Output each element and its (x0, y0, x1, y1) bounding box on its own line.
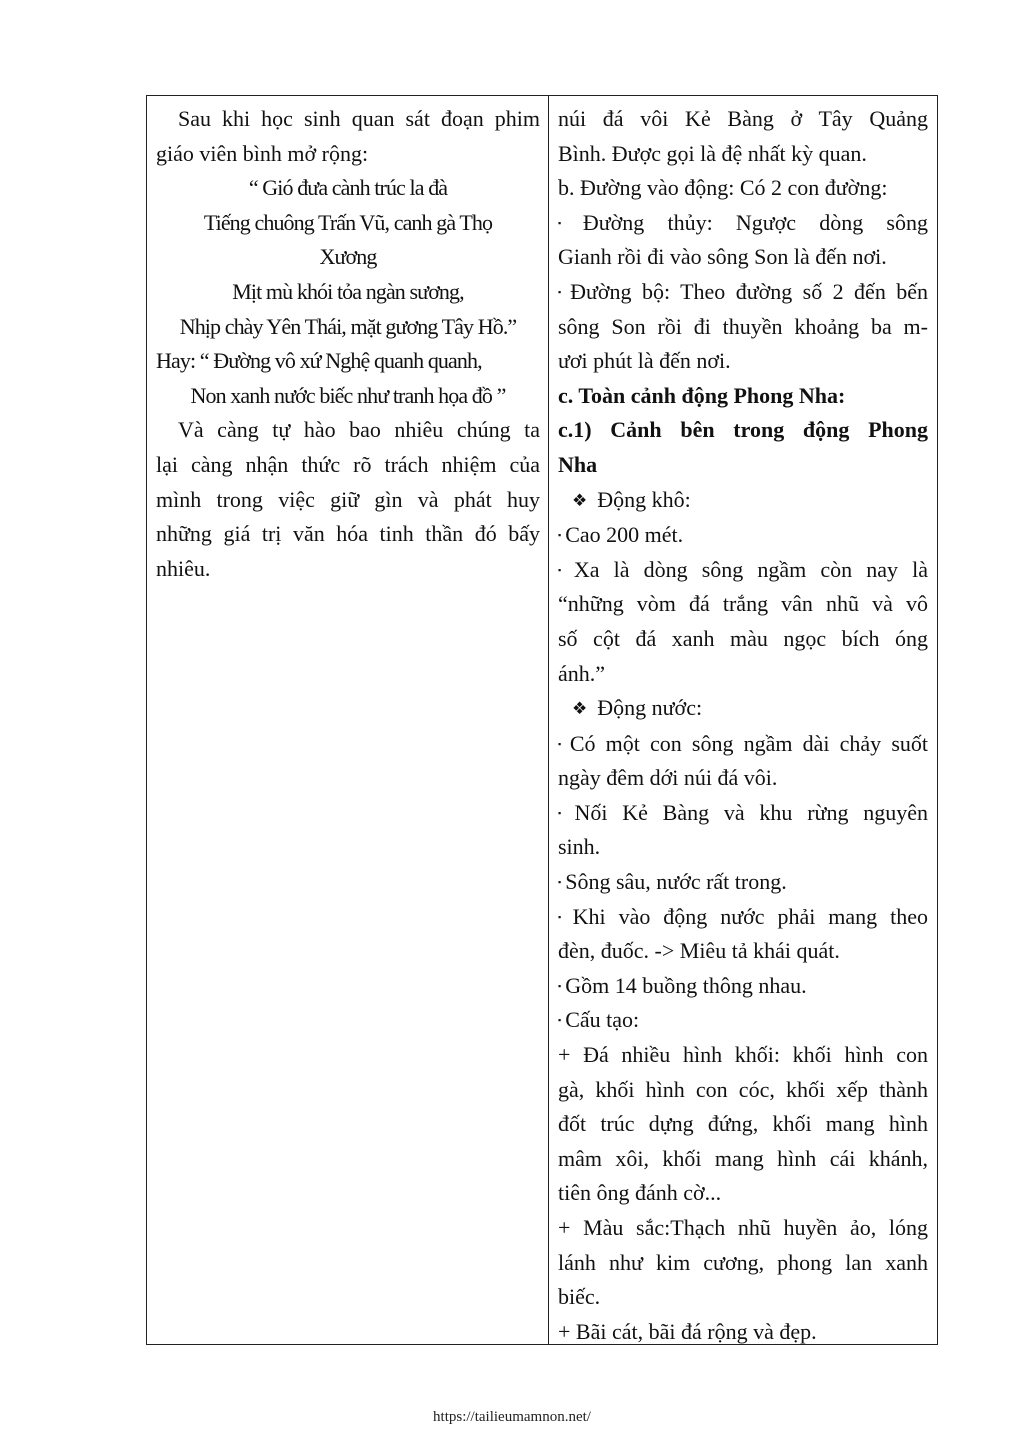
content-table (146, 95, 938, 1345)
text-line: “những vòm đá trắng vân nhũ và vô (558, 591, 928, 617)
text-line: đèn, đuốc. -> Miêu tả khái quát. (558, 938, 840, 964)
diamond-bullet-heading: ❖ Động khô: (558, 483, 928, 519)
subsection-heading: c.1) Cảnh bên trong động Phong (558, 417, 928, 443)
bullet-line: ▪ Gồm 14 buồng thông nhau. (558, 969, 928, 1004)
subsection-heading: Nha (558, 451, 598, 477)
text-line: lánh như kim cương, phong lan xanh (558, 1249, 928, 1275)
closing-line: mình trong việc giữ gìn và phát huy (156, 486, 540, 512)
bullet-line: ▪ Đường thủy: Ngược dòng sông (558, 206, 928, 241)
text-line: mâm xôi, khối mang hình cái khánh, (558, 1145, 928, 1171)
footer-url: https://tailieumamnon.net/ (433, 1409, 591, 1425)
bullet-line: ▪ Đường bộ: Theo đường số 2 đến bến (558, 275, 928, 310)
bullet-line: ▪ Sông sâu, nước rất trong. (558, 865, 928, 900)
text-line: + Màu sắc:Thạch nhũ huyền ảo, lóng (558, 1215, 928, 1240)
text-line: núi đá vôi Kẻ Bàng ở Tây Quảng (558, 106, 928, 131)
poem-line: Tiếng chuông Trấn Vũ, canh gà Thọ (203, 209, 493, 235)
bullet-line: ▪ Cao 200 mét. (558, 518, 928, 553)
text-line: + Đá nhiều hình khối: khối hình con (558, 1042, 928, 1068)
closing-line: Và càng tự hào bao nhiêu chúng ta (178, 417, 540, 443)
poem-line: Mịt mù khói tỏa ngàn sương, (232, 278, 464, 304)
text-line: đốt trúc dựng đứng, khối mang hình (558, 1111, 928, 1137)
text-line: ngày đêm dới núi đá vôi. (558, 765, 778, 791)
poem-line: Xương (319, 244, 377, 270)
text-line: + Bãi cát, bãi đá rộng và đẹp. (558, 1318, 817, 1344)
text-line: ánh.” (558, 660, 606, 686)
text-line: sinh. (558, 834, 601, 860)
section-heading: c. Toàn cảnh động Phong Nha: (558, 382, 846, 408)
diamond-bullet-heading: ❖ Động nước: (558, 691, 928, 727)
left-column (147, 96, 549, 1344)
bullet-line: ▪ Cấu tạo: (558, 1003, 928, 1038)
text-line: b. Đường vào động: Có 2 con đường: (558, 175, 888, 201)
poem-line: Nhịp chày Yên Thái, mặt gương Tây Hồ.” (179, 313, 517, 339)
closing-line: lại càng nhận thức rõ trách nhiệm của (156, 451, 540, 477)
text-line: ươi phút là đến nơi. (558, 348, 731, 374)
closing-line: nhiêu. (156, 555, 211, 581)
right-column (549, 96, 937, 1344)
closing-line: những giá trị văn hóa tinh thần đó bấy (156, 521, 540, 547)
text-line: Bình. Được gọi là đệ nhất kỳ quan. (558, 140, 867, 166)
text-line: sông Son rồi đi thuyền khoảng ba m- (558, 313, 928, 339)
bullet-line: ▪ Khi vào động nước phải mang theo (558, 900, 928, 935)
text-line: tiên ông đánh cờ... (558, 1180, 722, 1206)
text-line: số cột đá xanh màu ngọc bích óng (558, 625, 928, 651)
text-line: gà, khối hình con cóc, khối xếp thành (558, 1076, 928, 1102)
bullet-line: ▪ Xa là dòng sông ngầm còn nay là (558, 553, 928, 588)
text-line: biếc. (558, 1284, 601, 1310)
poem-line: “ Gió đưa cành trúc la đà (248, 175, 448, 201)
bullet-line: ▪ Có một con sông ngầm dài chảy suốt (558, 727, 928, 762)
intro-line: Sau khi học sinh quan sát đoạn phim (178, 106, 540, 131)
intro-line: giáo viên bình mở rộng: (156, 140, 369, 166)
bullet-line: ▪ Nối Kẻ Bàng và khu rừng nguyên (558, 796, 928, 831)
poem-line: Non xanh nước biếc như tranh họa đồ ” (190, 382, 506, 408)
poem-line: Hay: “ Đường vô xứ Nghệ quanh quanh, (156, 348, 482, 374)
text-line: Gianh rồi đi vào sông Son là đến nơi. (558, 244, 887, 270)
